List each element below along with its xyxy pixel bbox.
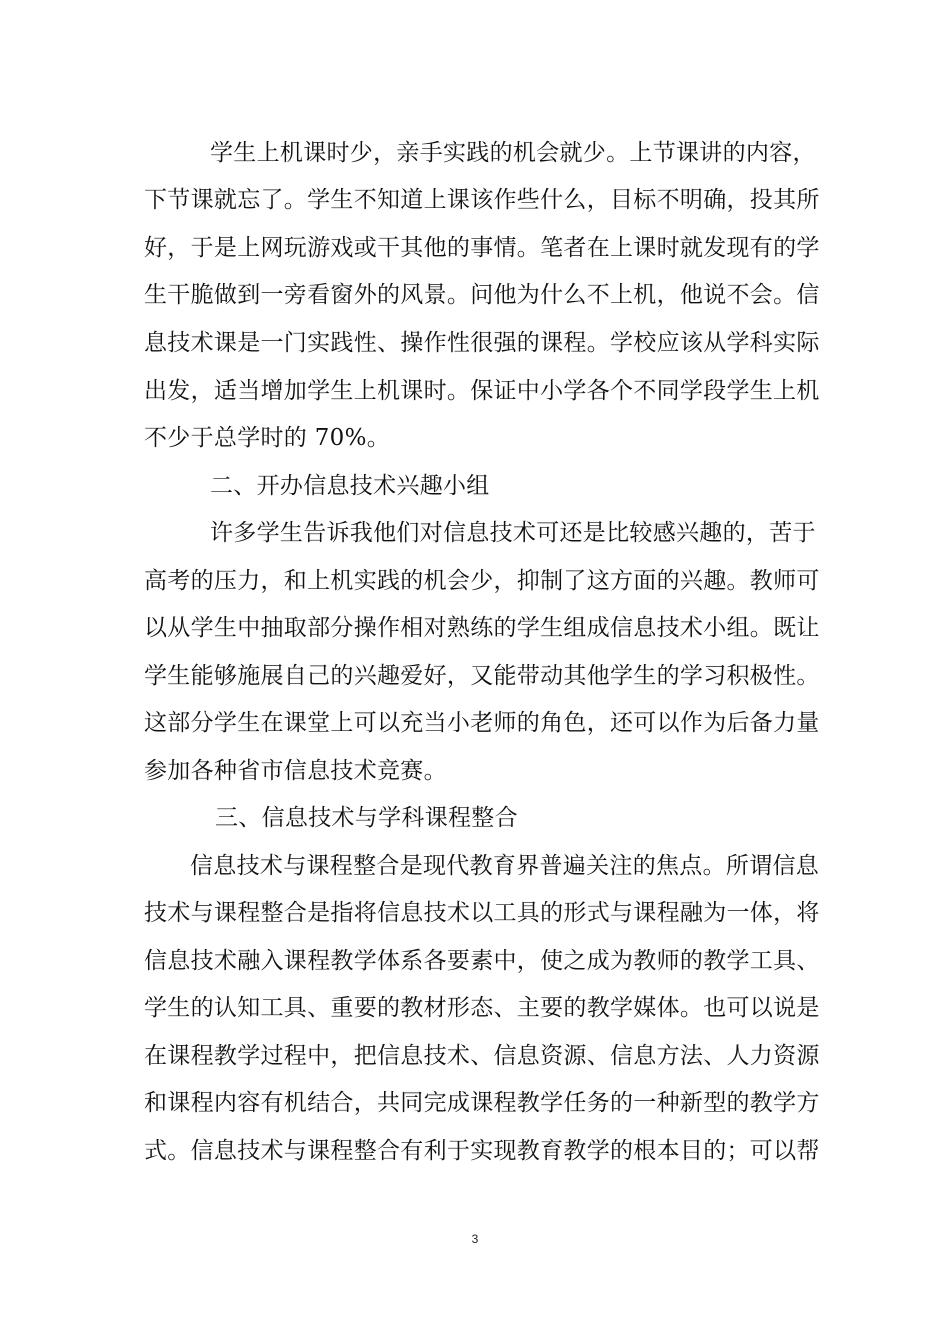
paragraph-line: 和课程内容有机结合，共同完成课程教学任务的一种新型的教学方 [144, 1090, 820, 1116]
paragraph-line: 这部分学生在课堂上可以充当小老师的角色，还可以作为后备力量 [144, 710, 820, 736]
section-heading: 二、开办信息技术兴趣小组 [210, 473, 490, 499]
paragraph-line: 好，于是上网玩游戏或干其他的事情。笔者在上课时就发现有的学 [144, 235, 820, 261]
paragraph-line: 学生能够施展自己的兴趣爱好，又能带动其他学生的学习积极性。 [144, 663, 820, 689]
paragraph-line: 式。信息技术与课程整合有利于实现教育教学的根本目的；可以帮 [144, 1138, 820, 1164]
paragraph-line: 信息技术与课程整合是现代教育界普遍关注的焦点。所谓信息 [190, 853, 820, 879]
paragraph-line: 许多学生告诉我他们对信息技术可还是比较感兴趣的，苦于 [210, 520, 816, 546]
paragraph-line: 生干脆做到一旁看窗外的风景。问他为什么不上机，他说不会。信 [144, 282, 820, 308]
page-number: 3 [471, 1232, 479, 1246]
paragraph-line: 技术与课程整合是指将信息技术以工具的形式与课程融为一体，将 [144, 900, 820, 926]
section-heading: 三、信息技术与学科课程整合 [215, 805, 518, 831]
paragraph-line: 以从学生中抽取部分操作相对熟练的学生组成信息技术小组。既让 [144, 615, 820, 641]
paragraph-line: 息技术课是一门实践性、操作性很强的课程。学校应该从学科实际 [144, 330, 820, 356]
paragraph-line: 出发，适当增加学生上机课时。保证中小学各个不同学段学生上机 [144, 378, 820, 404]
paragraph-line: 参加各种省市信息技术竞赛。 [144, 758, 447, 784]
paragraph-line: 下节课就忘了。学生不知道上课该作些什么，目标不明确，投其所 [144, 187, 820, 213]
paragraph-line: 不少于总学时的 70%。 [144, 425, 391, 451]
paragraph-line: 学生上机课时少，亲手实践的机会就少。上节课讲的内容， [210, 140, 816, 166]
paragraph-line: 信息技术融入课程教学体系各要素中，使之成为教师的教学工具、 [144, 948, 820, 974]
paragraph-line: 在课程教学过程中，把信息技术、信息资源、信息方法、人力资源 [144, 1043, 820, 1069]
paragraph-line: 学生的认知工具、重要的教材形态、主要的教学媒体。也可以说是 [144, 995, 820, 1021]
paragraph-line: 高考的压力，和上机实践的机会少，抑制了这方面的兴趣。教师可 [144, 568, 820, 594]
